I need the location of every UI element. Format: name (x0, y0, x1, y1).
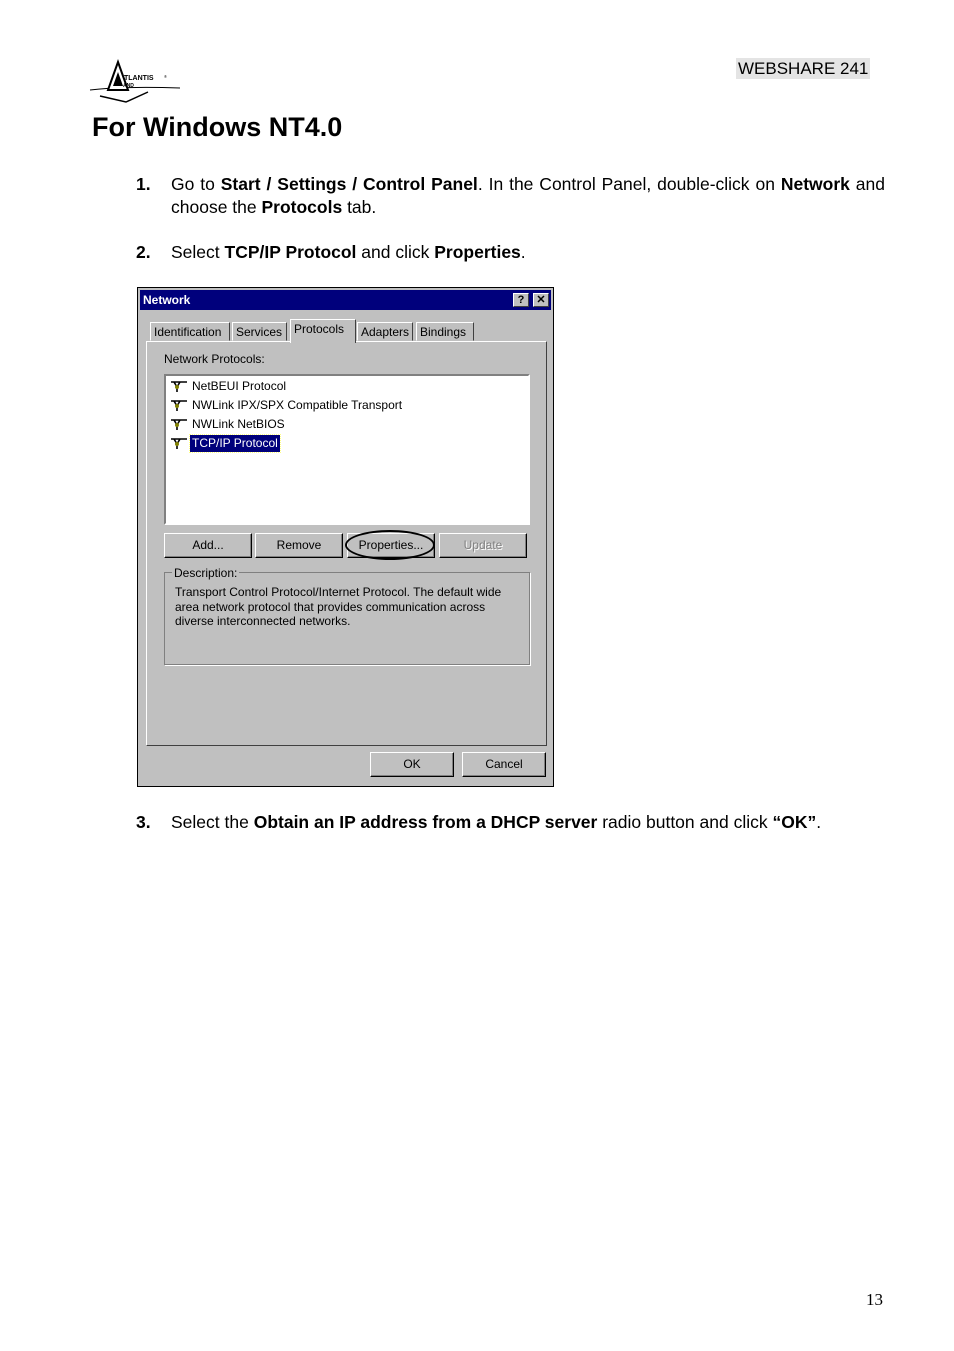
highlight-circle (345, 530, 435, 560)
product-name: WEBSHARE 241 (738, 59, 869, 78)
description-label: Description: (174, 566, 238, 580)
ok-button[interactable]: OK (370, 752, 454, 777)
page-number: 13 (866, 1290, 883, 1309)
network-dialog (137, 287, 554, 787)
remove-button[interactable]: Remove (255, 533, 343, 558)
help-button[interactable]: ? (513, 293, 529, 307)
network-protocols-label: Network Protocols: (164, 352, 265, 366)
step-text: Select the Obtain an IP address from a DHCP server radio button and click “OK”. (171, 812, 822, 832)
window-title: Network (143, 293, 191, 307)
close-button[interactable]: ✕ (533, 293, 549, 307)
step-1 (136, 173, 885, 219)
tab-identification[interactable]: Identification (150, 322, 230, 341)
tab-bindings[interactable]: Bindings (416, 322, 474, 341)
atlantis-land-logo (86, 56, 184, 104)
network-protocol-icon (170, 398, 188, 412)
tab-adapters[interactable]: Adapters (357, 322, 413, 341)
title-bar[interactable] (140, 290, 551, 310)
svg-text:TLANTIS: TLANTIS (124, 75, 154, 82)
step-number: 3. (136, 812, 151, 832)
tab-services[interactable]: Services (232, 322, 287, 341)
network-protocol-icon (170, 379, 188, 393)
network-protocol-icon (170, 417, 188, 431)
cancel-button[interactable]: Cancel (462, 752, 546, 777)
properties-button[interactable]: Properties... (347, 533, 435, 558)
description-text: Transport Control Protocol/Internet Protocol. The default wide area network protocol that provides communication across diverse interconnected networks. (175, 585, 502, 628)
step-text: Select TCP/IP Protocol and click Properties. (171, 242, 526, 262)
network-protocol-icon (170, 436, 188, 450)
tab-protocols[interactable]: Protocols (290, 319, 356, 343)
svg-text:AND: AND (123, 83, 134, 89)
step-text: Go to Start / Settings / Control Panel. In the Control Panel, double-click on Network and choose the Protocols tab. (171, 174, 885, 217)
step-2 (136, 241, 885, 264)
add-button[interactable]: Add... (164, 533, 252, 558)
step-3 (136, 811, 885, 834)
update-button[interactable]: Update (439, 533, 527, 558)
svg-text:®: ® (164, 74, 167, 79)
protocols-listbox[interactable]: NetBEUI Protocol NWLink IPX/SPX Compatible Transport NWLink NetBIOS TCP/IP Protocol (164, 374, 530, 525)
step-number: 1. (136, 174, 151, 194)
step-number: 2. (136, 242, 151, 262)
page-title: For Windows NT4.0 (92, 112, 343, 142)
